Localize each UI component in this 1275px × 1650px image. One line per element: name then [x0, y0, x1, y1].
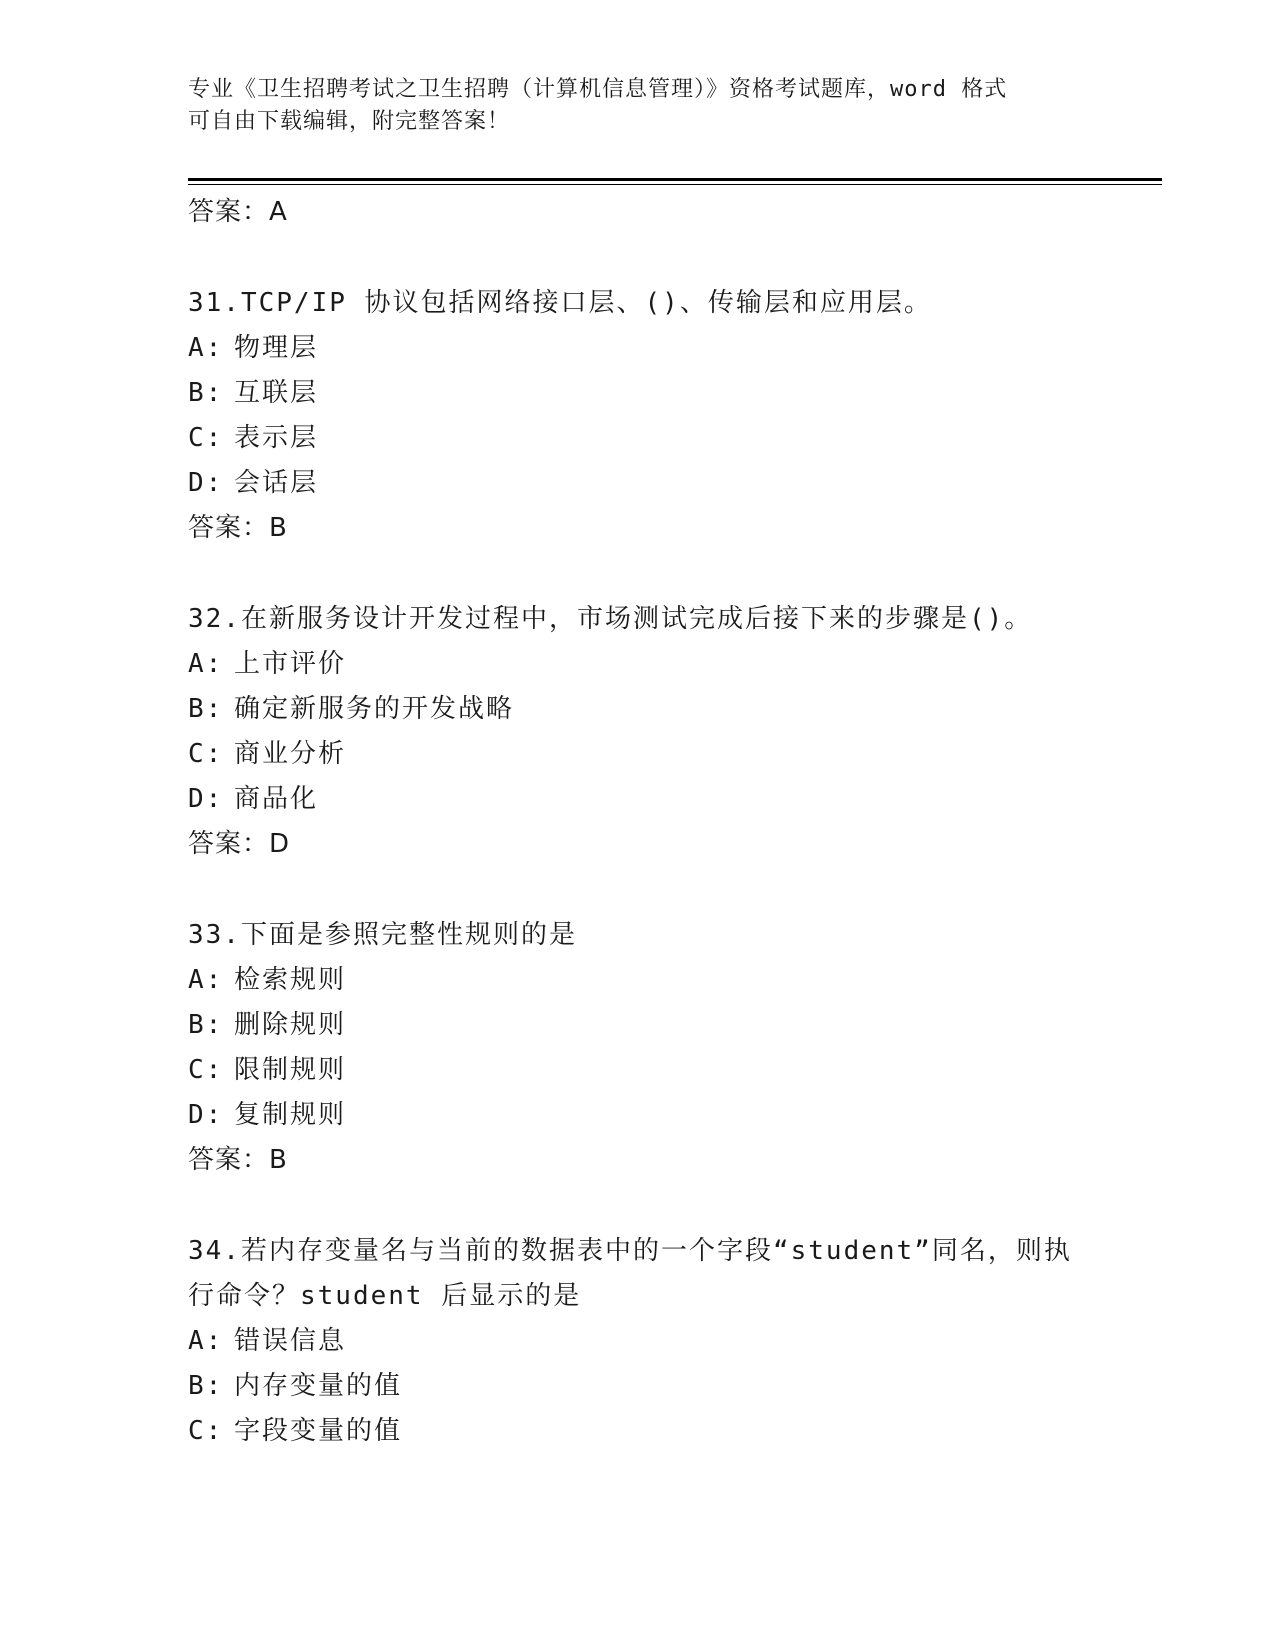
option-b — [188, 687, 1088, 732]
option-text: 复制规则 — [234, 1100, 347, 1130]
question-34 — [188, 1229, 1088, 1454]
question-32 — [188, 597, 1088, 867]
option-key: A: — [188, 649, 224, 679]
option-key: B: — [188, 1371, 224, 1401]
option-a — [188, 958, 1088, 1003]
question-33 — [188, 913, 1088, 1183]
option-text: 上市评价 — [234, 649, 347, 679]
option-key: A: — [188, 1326, 224, 1356]
option-b — [188, 1364, 1088, 1409]
option-key: C: — [188, 423, 224, 453]
option-d — [188, 461, 1088, 506]
option-key: C: — [188, 1416, 224, 1446]
header-line-2: 可自由下载编辑，附完整答案！ — [188, 109, 511, 134]
question-text: 33.下面是参照完整性规则的是 — [188, 920, 577, 950]
option-c — [188, 732, 1088, 777]
option-text: 限制规则 — [234, 1055, 347, 1085]
option-b — [188, 1003, 1088, 1048]
option-key: B: — [188, 1010, 224, 1040]
option-c — [188, 416, 1088, 461]
option-text: 商品化 — [234, 784, 319, 814]
question-text: 32.在新服务设计开发过程中，市场测试完成后接下来的步骤是()。 — [188, 604, 1033, 634]
header-divider-thin — [188, 184, 1162, 185]
option-a — [188, 1319, 1088, 1364]
option-key: D: — [188, 468, 224, 498]
answer-line: 答案：B — [188, 513, 288, 543]
option-text: 表示层 — [234, 423, 319, 453]
option-c — [188, 1048, 1088, 1093]
header-divider-thick — [188, 178, 1162, 181]
option-text: 内存变量的值 — [234, 1371, 403, 1401]
option-a — [188, 326, 1088, 371]
option-text: 检索规则 — [234, 965, 347, 995]
option-text: 删除规则 — [234, 1010, 347, 1040]
question-31 — [188, 281, 1088, 551]
option-text: 确定新服务的开发战略 — [234, 694, 515, 724]
answer-line: 答案：B — [188, 1145, 288, 1175]
option-key: D: — [188, 1100, 224, 1130]
option-key: C: — [188, 739, 224, 769]
option-key: A: — [188, 965, 224, 995]
option-text: 商业分析 — [234, 739, 347, 769]
question-list — [188, 190, 1088, 1454]
option-b — [188, 371, 1088, 416]
option-key: D: — [188, 784, 224, 814]
option-text: 会话层 — [234, 468, 319, 498]
option-text: 物理层 — [234, 333, 319, 363]
option-d — [188, 777, 1088, 822]
option-text: 错误信息 — [234, 1326, 347, 1356]
option-key: C: — [188, 1055, 224, 1085]
option-key: A: — [188, 333, 224, 363]
option-key: B: — [188, 694, 224, 724]
question-text: 31.TCP/IP 协议包括网络接口层、()、传输层和应用层。 — [188, 288, 932, 318]
document-header — [188, 74, 1088, 138]
header-line-1: 专业《卫生招聘考试之卫生招聘（计算机信息管理）》资格考试题库，word 格式 — [188, 77, 1008, 102]
answer-line: 答案：D — [188, 829, 291, 859]
option-text: 字段变量的值 — [234, 1416, 403, 1446]
option-d — [188, 1093, 1088, 1138]
option-c — [188, 1409, 1088, 1454]
question-text: 34.若内存变量名与当前的数据表中的一个字段“student”同名，则执行命令？student 后显示的是 — [188, 1236, 1072, 1311]
option-text: 互联层 — [234, 378, 319, 408]
option-key: B: — [188, 378, 224, 408]
answer-line-30: 答案：A — [188, 197, 288, 227]
option-a — [188, 642, 1088, 687]
